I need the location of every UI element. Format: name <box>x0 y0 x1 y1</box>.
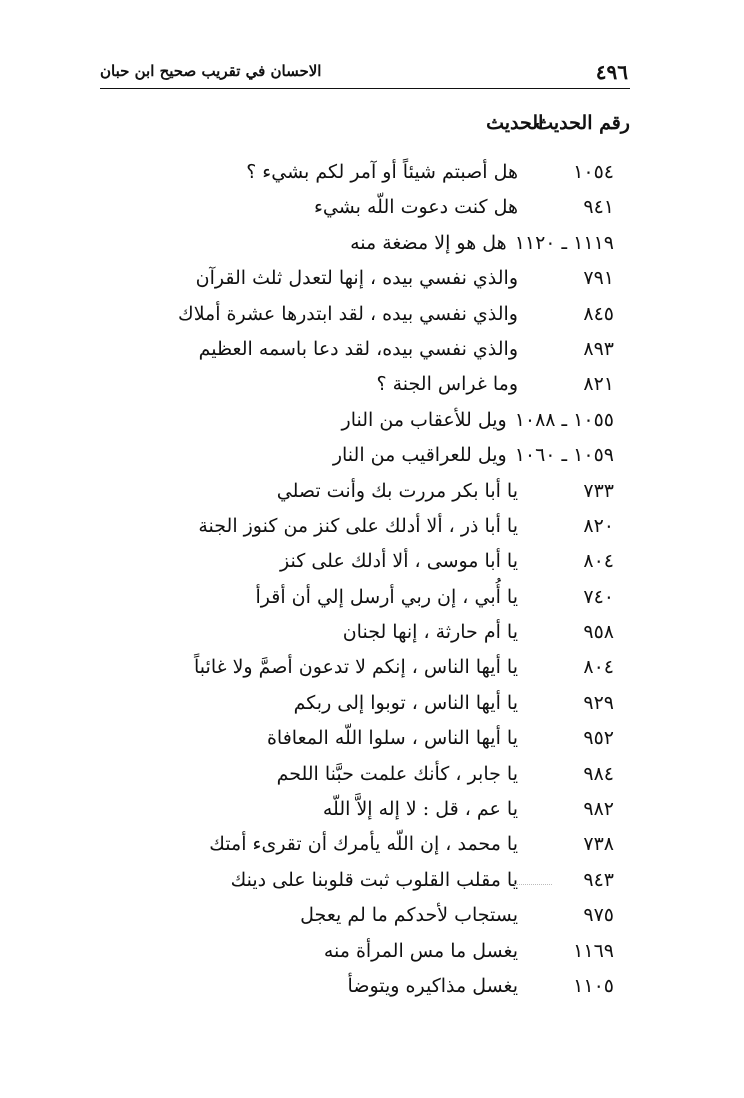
list-item <box>174 721 614 756</box>
list-item <box>174 757 614 792</box>
number-column-header: رقم الحديث <box>535 112 630 134</box>
hadith-number: ٧٣٣ <box>583 479 614 502</box>
hadith-number: ٨٢١ <box>583 373 614 396</box>
hadith-number: ٩٥٨ <box>583 621 614 644</box>
hadith-text: يغسل ما مس المرأة منه <box>323 939 518 962</box>
list-item <box>174 332 614 367</box>
hadith-text: يا جابر ، كأنك علمت حبَّنا اللحم <box>276 762 518 785</box>
scan-mark <box>514 884 552 885</box>
list-item <box>174 863 614 898</box>
hadith-number: ١٠٥٩ ـ ١٠٦٠ <box>514 444 614 467</box>
list-item <box>174 403 614 438</box>
hadith-number: ٧٣٨ <box>583 833 614 856</box>
hadith-text: يستجاب لأحدكم ما لم يعجل <box>300 904 518 927</box>
hadith-text: هل هو إلا مضغة منه <box>350 231 507 254</box>
hadith-number: ٨٢٠ <box>583 514 614 537</box>
hadith-number: ٩٥٢ <box>583 727 614 750</box>
hadith-text: يا أيها الناس ، سلوا اللّه المعافاة <box>266 727 518 750</box>
page-number: ٤٩٦ <box>595 60 628 84</box>
hadith-number: ٨٩٣ <box>583 337 614 360</box>
list-item <box>174 792 614 827</box>
page-header <box>100 58 630 88</box>
hadith-text: يا أبا ذر ، ألا أدلك على كنز من كنوز الجنة <box>198 514 518 537</box>
list-item <box>174 155 614 190</box>
list-item <box>174 297 614 332</box>
hadith-text: ويل للأعقاب من النار <box>341 408 507 431</box>
hadith-number: ٧٤٠ <box>583 585 614 608</box>
hadith-text: والذي نفسي بيده ، لقد ابتدرها عشرة أملاك <box>178 302 518 325</box>
hadith-text: والذي نفسي بيده ، إنها لتعدل ثلث القرآن <box>195 267 518 290</box>
hadith-text: يا مقلب القلوب ثبت قلوبنا على دينك <box>230 868 518 891</box>
column-headers <box>486 112 630 134</box>
hadith-number: ١٠٥٤ <box>573 161 614 183</box>
hadith-number: ١١٦٩ <box>573 939 614 962</box>
list-item <box>174 898 614 933</box>
hadith-text: يا أُبي ، إن ربي أرسل إلي أن أقرأ <box>255 585 518 608</box>
list-item <box>174 615 614 650</box>
list-item <box>174 474 614 509</box>
hadith-text: يا عم ، قل : لا إله إلاَّ اللّه <box>322 798 518 821</box>
hadith-number: ٨٠٤ <box>583 550 614 573</box>
hadith-text: وما غراس الجنة ؟ <box>376 373 518 396</box>
hadith-text: يغسل مذاكيره ويتوضأ <box>347 974 518 997</box>
hadith-number: ٧٩١ <box>583 267 614 290</box>
hadith-text: يا أيها الناس ، توبوا إلى ربكم <box>293 691 518 714</box>
hadith-number: ١١١٩ ـ ١١٢٠ <box>514 231 614 254</box>
hadith-number: ٩٧٥ <box>583 904 614 927</box>
hadith-number: ١١٠٥ <box>573 974 614 997</box>
hadith-text: يا محمد ، إن اللّه يأمرك أن تقرىء أمتك <box>209 833 518 856</box>
book-title: الاحسان في تقريب صحيح ابن حبان <box>100 62 322 80</box>
list-item <box>174 261 614 296</box>
list-item <box>174 827 614 862</box>
hadith-number: ٩٤٣ <box>583 868 614 891</box>
list-item <box>174 190 614 225</box>
list-item <box>174 438 614 473</box>
hadith-number: ٩٨٤ <box>583 762 614 785</box>
hadith-text: يا أيها الناس ، إنكم لا تدعون أصمَّ ولا غائباً <box>194 656 518 679</box>
hadith-index-list <box>174 155 614 1004</box>
hadith-text: والذي نفسي بيده، لقد دعا باسمه العظيم <box>198 337 518 360</box>
hadith-number: ٩٤١ <box>583 196 614 219</box>
hadith-number: ٨٠٤ <box>583 656 614 679</box>
list-item <box>174 686 614 721</box>
list-item <box>174 580 614 615</box>
hadith-number: ٩٢٩ <box>583 691 614 714</box>
list-item <box>174 969 614 1004</box>
hadith-number: ٩٨٢ <box>583 798 614 821</box>
hadith-text: يا أبا موسى ، ألا أدلك على كنز <box>280 550 518 573</box>
list-item <box>174 650 614 685</box>
header-divider <box>100 88 630 89</box>
list-item <box>174 509 614 544</box>
hadith-text: يا أبا بكر مررت بك وأنت تصلي <box>276 479 518 502</box>
hadith-text: يا أم حارثة ، إنها لجنان <box>342 621 518 644</box>
list-item <box>174 367 614 402</box>
hadith-text: هل كنت دعوت اللّه بشيء <box>313 196 518 219</box>
hadith-number: ١٠٥٥ ـ ١٠٨٨ <box>514 408 614 431</box>
hadith-text: ويل للعراقيب من النار <box>332 444 507 467</box>
list-item <box>174 544 614 579</box>
list-item <box>174 934 614 969</box>
hadith-text: هل أصبتم شيئاً أو آمر لكم بشيء ؟ <box>246 161 518 183</box>
hadith-number: ٨٤٥ <box>583 302 614 325</box>
hadith-column-header: الحديث <box>486 112 544 134</box>
list-item <box>174 226 614 261</box>
